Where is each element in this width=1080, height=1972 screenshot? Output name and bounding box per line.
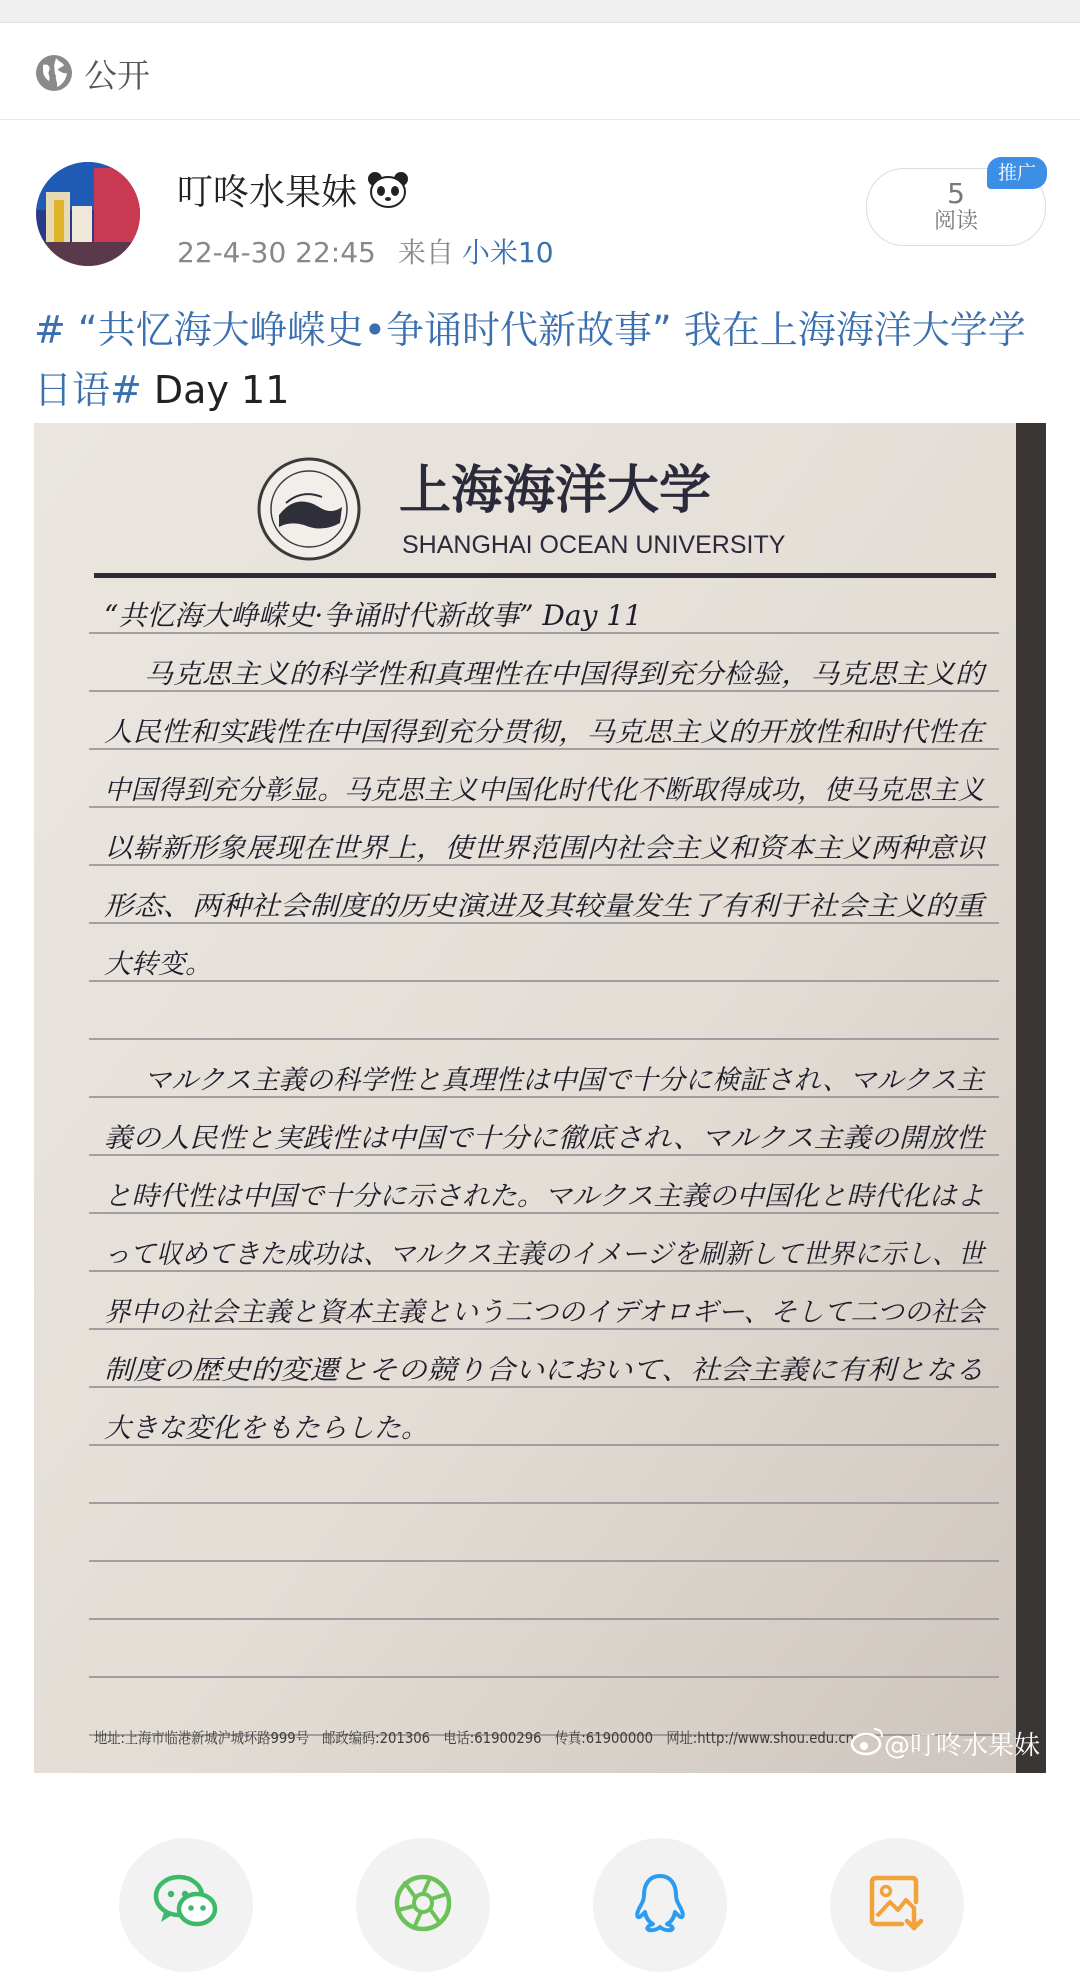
university-name-cn: 上海海洋大学 (399, 460, 712, 521)
globe-icon (34, 53, 74, 93)
post-text-plain: Day 11 (141, 368, 290, 412)
jp-line: 界中の社会主義と資本主義という二つのイデオロギー、そして二つの社会 (104, 1297, 987, 1328)
visibility-label: 公开 (84, 55, 150, 95)
university-logo (259, 459, 359, 559)
letterhead-footer: 地址:上海市临港新城沪城环路999号 邮政编码:201306 电话:61900296 传真:61900000 网址:http://www.shou.edu.cn (94, 1729, 854, 1747)
qq-icon (633, 1872, 687, 1934)
topic-tag-link[interactable]: # “共忆海大峥嵘史•争诵时代新故事” 我在上海海洋大学学日语# (34, 308, 1026, 412)
share-bar (0, 1838, 1080, 1955)
cn-line: 人民性和实践性在中国得到充分贯彻，马克思主义的开放性和时代性在 (104, 717, 988, 748)
share-qq-button[interactable] (593, 1838, 727, 1972)
watermark-text: @叮咚水果妹 (884, 1731, 1041, 1761)
post-image[interactable] (34, 423, 1046, 1773)
header-divider (0, 119, 1080, 120)
share-wechat-button[interactable] (119, 1838, 253, 1972)
post-time: 22-4-30 22:45 (177, 236, 376, 269)
cn-line: 中国得到充分彰显。马克思主义中国化时代化不断取得成功，使马克思主义 (104, 775, 985, 806)
read-label: 阅读 (933, 209, 978, 234)
cn-line: 大转变。 (104, 949, 212, 980)
read-count: 5 (947, 177, 965, 210)
jp-line: 義の人民性と実践性は中国で十分に徹底され、マルクス主義の開放性 (104, 1123, 988, 1154)
post-meta (177, 231, 554, 271)
moments-icon (392, 1872, 454, 1934)
visibility-indicator[interactable] (34, 48, 150, 98)
save-image-icon (868, 1872, 926, 1932)
letter-paper (34, 423, 1046, 1773)
jp-line: と時代性は中国で十分に示された。マルクス主義の中国化と時代化はよ (104, 1181, 984, 1212)
wechat-icon (152, 1872, 220, 1932)
university-name-en: SHANGHAI OCEAN UNIVERSITY (402, 531, 786, 559)
handwritten-title: “共忆海大峥嵘史·争诵时代新故事” Day 11 (104, 599, 642, 632)
device-link[interactable]: 小米10 (461, 236, 554, 269)
avatar[interactable] (36, 162, 140, 266)
post-text (34, 300, 1044, 420)
jp-line: 制度の歴史的変遷とその競り合いにおいて、社会主義に有利となる (104, 1355, 985, 1386)
promo-badge[interactable]: 推广 (987, 157, 1047, 189)
cn-line: 以崭新形象展现在世界上，使世界范围内社会主义和资本主义两种意识 (104, 833, 988, 864)
jp-line: マルクス主義の科学性と真理性は中国で十分に検証され、マルクス主 (144, 1065, 987, 1096)
source-prefix: 来自 (397, 236, 454, 269)
save-image-button[interactable] (830, 1838, 964, 1972)
cn-line: 形态、两种社会制度的历史演进及其较量发生了有利于社会主义的重 (104, 891, 988, 922)
author-name[interactable]: 叮咚水果妹 (177, 164, 409, 215)
share-moments-button[interactable] (356, 1838, 490, 1972)
cn-line: 马克思主义的科学性和真理性在中国得到充分检验，马克思主义的 (144, 659, 989, 690)
top-strip (0, 0, 1080, 23)
panda-icon (367, 170, 409, 210)
jp-line: 大きな変化をもたらした。 (104, 1413, 428, 1444)
jp-line: って収めてきた成功は、マルクス主義のイメージを刷新して世界に示し、世 (104, 1239, 987, 1270)
